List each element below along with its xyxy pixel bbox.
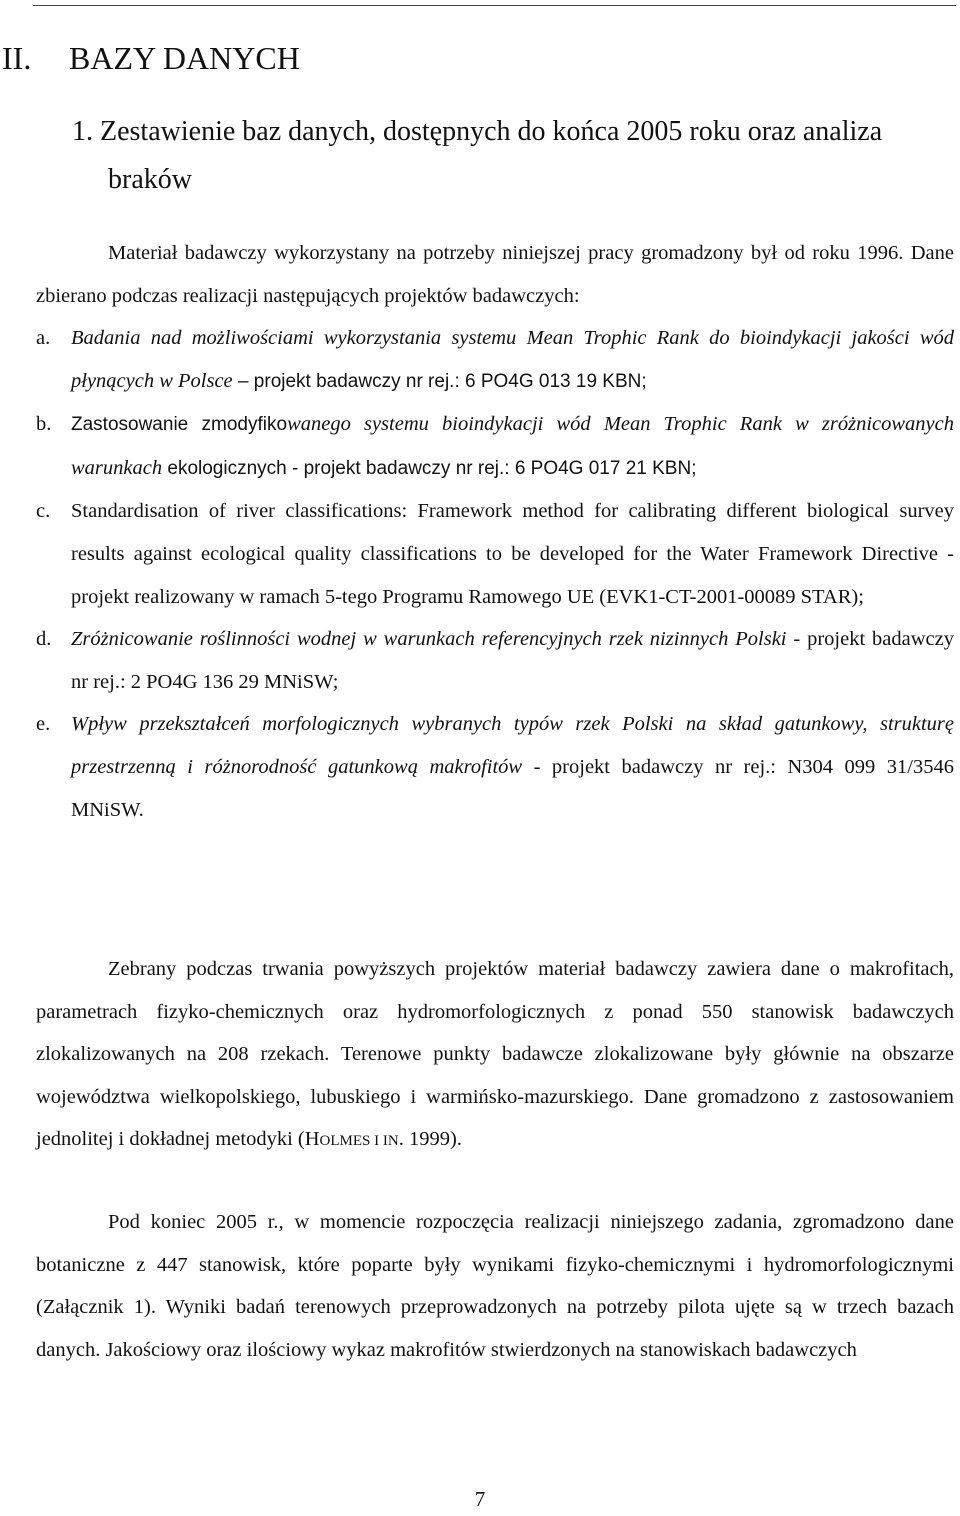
para2-end: . 1999). [398,1128,462,1151]
project-details: ekologicznych - projekt badawczy nr rej.: 6 PO4G 017 21 KBN; [162,457,697,479]
list-item [36,618,954,703]
list-item [36,403,954,490]
section-heading-line1: 1. Zestawienie baz danych, dostępnych do końca 2005 roku oraz analiza [72,116,883,147]
para2-text: Zebrany podczas trwania powyższych projektów materiał badawczy zawiera dane o makrofitach, parametrach fizyko-chemicznych oraz hydromorfologicznych z ponad 550 stanowisk badawczych zlokalizowanych na 208 rzekach. Terenowe punkty badawcze zlokalizowane były głównie na obszarze województwa wielkopolskiego, lubuskiego i warmińsko-mazurskiego. Dane gromadzono z zastosowaniem jednolitej i dokładnej metodyki (H [36,958,954,1151]
body-paragraph: Pod koniec 2005 r., w momencie rozpoczęcia realizacji niniejszego zadania, zgromadzono dane botaniczne z 447 stanowisk, które poparte były wynikami fizyko-chemicznymi i hydromorfologicznymi (Załącznik 1). Wyniki badań terenowych przeprowadzonych na potrzeby pilota ujęte są w trzech bazach danych. Jakościowy oraz ilościowy wykaz makrofitów stwierdzonych na stanowiskach badawczych [36,1211,954,1361]
project-title: Zróżnicowanie roślinności wodnej w warunkach referencyjnych rzek nizinnych Polski [71,628,787,651]
list-marker: e. [36,713,51,736]
chapter-heading [2,36,300,80]
project-text: Standardisation of river classifications: Framework method for calibrating different biological survey results against ecological quality classifications to be developed for the Water Framework Directive - projekt realizowany w ramach 5-tego Programu Ramowego UE (EVK1-CT-2001-00089 STAR); [71,500,954,608]
list-item [36,317,954,403]
list-marker: d. [36,628,52,651]
list-item [36,703,954,831]
list-marker: b. [36,413,52,436]
project-details: - projekt badawczy nr rej.: N304 099 31/3546 MNiSW. [71,755,954,821]
chapter-title: BAZY DANYCH [69,40,300,76]
citation-author: OLMES I IN [319,1133,399,1150]
intro-paragraph: Materiał badawczy wykorzystany na potrzeby niniejszej pracy gromadzony był od roku 1996. Dane zbierano podczas realizacji następujących projektów badawczych: [36,242,954,307]
project-list [36,317,954,831]
body-paragraph [36,948,954,1163]
list-marker: c. [36,500,51,523]
list-item [36,490,954,618]
project-title: Badania nad możliwościami wykorzystania systemu Mean Trophic Rank do bioindykacji jakości wód płynących w Polsce [71,327,954,392]
section-heading-line2: braków [108,164,192,195]
header-rule [33,5,956,6]
project-details: – projekt badawczy nr rej.: 6 PO4G 013 19 KBN; [232,370,647,392]
page-number: 7 [474,1487,486,1511]
project-title: wanego systemu bioindykacji wód Mean Trophic Rank w zróżnicowanych warunkach [71,413,954,479]
project-title: Wpływ przekształceń morfologicznych wybranych typów rzek Polski na skład gatunkowy, strukturę przestrzenną i różnorodność gatunkową makrofitów [71,713,954,778]
project-details: - projekt badawczy nr rej.: 2 PO4G 136 29 MNiSW; [71,628,955,693]
section-heading [72,108,952,204]
list-marker: a. [36,327,51,349]
project-title-lead: Zastosowanie zmodyfiko [71,414,288,436]
chapter-number: II. [2,40,32,76]
